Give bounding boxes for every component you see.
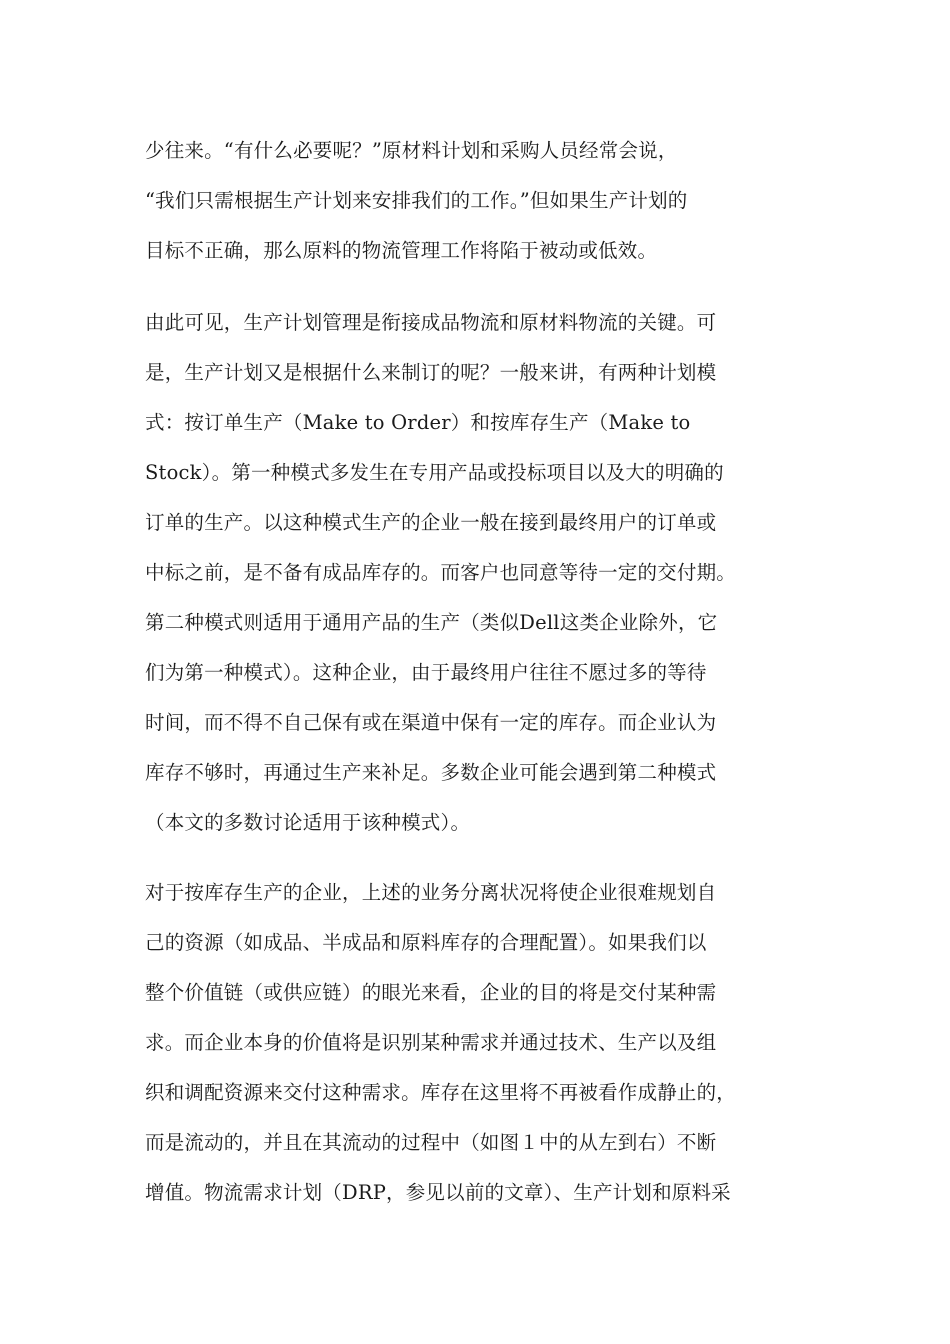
text-line: 们为第一种模式）。这种企业，由于最终用户往往不愿过多的等待 — [145, 661, 707, 684]
text-line: 增值。物流需求计划（DRP，参见以前的文章）、生产计划和原料采 — [145, 1181, 731, 1204]
text-line: 库存不够时，再通过生产来补足。多数企业可能会遇到第二种模式 — [145, 761, 717, 784]
text-line: 少往来。“有什么必要呢？”原材料计划和采购人员经常会说， — [145, 139, 678, 162]
text-line: 而是流动的，并且在其流动的过程中（如图１中的从左到右）不断 — [145, 1131, 717, 1154]
text-line: 对于按库存生产的企业，上述的业务分离状况将使企业很难规划自 — [145, 881, 717, 904]
text-line: 整个价值链（或供应链）的眼光来看，企业的目的将是交付某种需 — [145, 981, 717, 1004]
text-line: 目标不正确，那么原料的物流管理工作将陷于被动或低效。 — [145, 239, 658, 262]
text-line: 第二种模式则适用于通用产品的生产（类似Dell这类企业除外，它 — [145, 611, 718, 634]
text-line: 中标之前，是不备有成品库存的。而客户也同意等待一定的交付期。 — [145, 561, 737, 584]
text-line: 是，生产计划又是根据什么来制订的呢？一般来讲，有两种计划模 — [145, 361, 717, 384]
text-line: 织和调配资源来交付这种需求。库存在这里将不再被看作成静止的， — [145, 1081, 737, 1104]
text-line: 时间，而不得不自己保有或在渠道中保有一定的库存。而企业认为 — [145, 711, 717, 734]
text-line: Stock）。第一种模式多发生在专用产品或投标项目以及大的明确的 — [145, 461, 724, 484]
text-line: 式：按订单生产（Make to Order）和按库存生产（Make to — [145, 411, 691, 434]
text-line: 己的资源（如成品、半成品和原料库存的合理配置）。如果我们以 — [145, 931, 707, 954]
text-line: “我们只需根据生产计划来安排我们的工作。”但如果生产计划的 — [145, 189, 688, 212]
text-line: （本文的多数讨论适用于该种模式）。 — [145, 811, 471, 834]
text-line: 订单的生产。以这种模式生产的企业一般在接到最终用户的订单或 — [145, 511, 717, 534]
text-line: 求。而企业本身的价值将是识别某种需求并通过技术、生产以及组 — [145, 1031, 717, 1054]
paragraph-3 — [145, 868, 825, 1218]
text-line: 由此可见，生产计划管理是衔接成品物流和原材料物流的关键。可 — [145, 311, 717, 334]
paragraph-1 — [145, 126, 825, 276]
paragraph-2 — [145, 298, 825, 848]
